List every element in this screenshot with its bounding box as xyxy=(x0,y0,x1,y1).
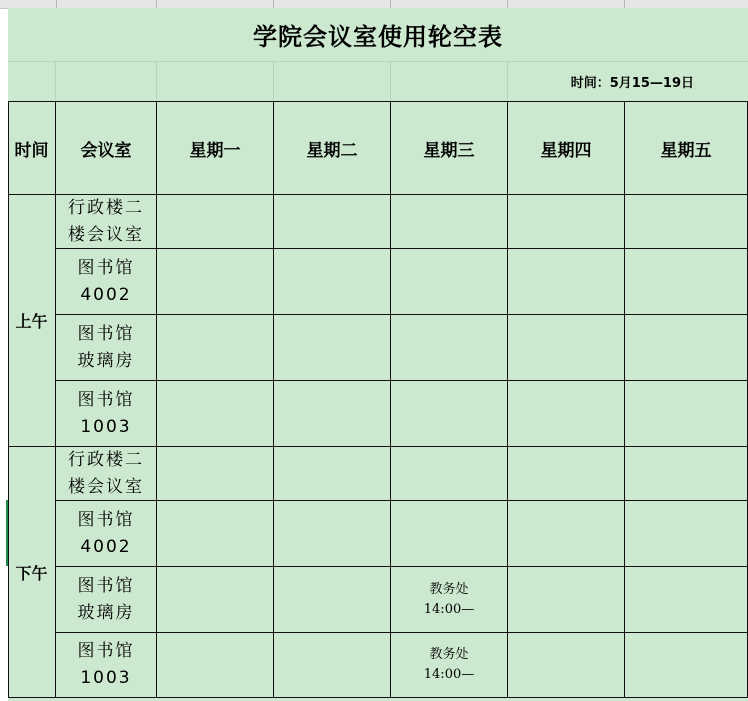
booking-line: 14:00— xyxy=(423,667,475,682)
header-thursday: 星期四 xyxy=(540,140,592,161)
booking-line: 教务处 xyxy=(429,581,469,597)
header-friday: 星期五 xyxy=(660,140,712,161)
room-line: 1003 xyxy=(80,668,132,688)
room-line: 楼会议室 xyxy=(68,224,144,245)
room-admin-afternoon xyxy=(56,447,156,500)
header-tuesday: 星期二 xyxy=(306,140,358,161)
date-range: 时间：5月15—19日 xyxy=(570,76,694,91)
room-line: 1003 xyxy=(80,416,132,437)
header-room: 会议室 xyxy=(80,140,132,161)
room-line: 图书馆 xyxy=(77,575,135,596)
room-library-4002-morning xyxy=(56,249,156,314)
room-line: 玻璃房 xyxy=(77,602,135,623)
room-library-1003-afternoon xyxy=(56,633,156,697)
slot-afternoon: 下午 xyxy=(15,563,48,583)
header-wednesday: 星期三 xyxy=(423,140,475,161)
room-line: 图书馆 xyxy=(77,257,135,278)
booking-1003-wednesday-afternoon[interactable] xyxy=(391,633,507,697)
sheet-title: 学院会议室使用轮空表 xyxy=(253,22,503,51)
room-line: 图书馆 xyxy=(77,509,135,530)
booking-line: 14:00— xyxy=(423,601,475,617)
room-line: 4002 xyxy=(80,536,132,557)
room-library-1003-morning xyxy=(56,381,156,446)
slot-morning: 上午 xyxy=(15,312,48,331)
room-line: 图书馆 xyxy=(77,323,135,344)
room-line: 行政楼二 xyxy=(68,449,144,470)
booking-line: 教务处 xyxy=(429,647,469,662)
room-line: 图书馆 xyxy=(77,389,135,410)
spreadsheet[interactable] xyxy=(8,8,748,701)
header-time: 时间 xyxy=(14,140,49,161)
room-line: 楼会议室 xyxy=(68,476,144,497)
booking-glass-wednesday-afternoon[interactable] xyxy=(391,567,507,632)
room-line: 4002 xyxy=(80,284,132,305)
room-line: 图书馆 xyxy=(77,641,135,661)
room-line: 玻璃房 xyxy=(77,350,135,371)
header-monday: 星期一 xyxy=(189,140,241,161)
room-line: 行政楼二 xyxy=(68,197,144,218)
room-admin-morning xyxy=(56,195,156,248)
room-library-glass-afternoon xyxy=(56,567,156,632)
room-library-4002-afternoon xyxy=(56,501,156,566)
room-library-glass-morning xyxy=(56,315,156,380)
